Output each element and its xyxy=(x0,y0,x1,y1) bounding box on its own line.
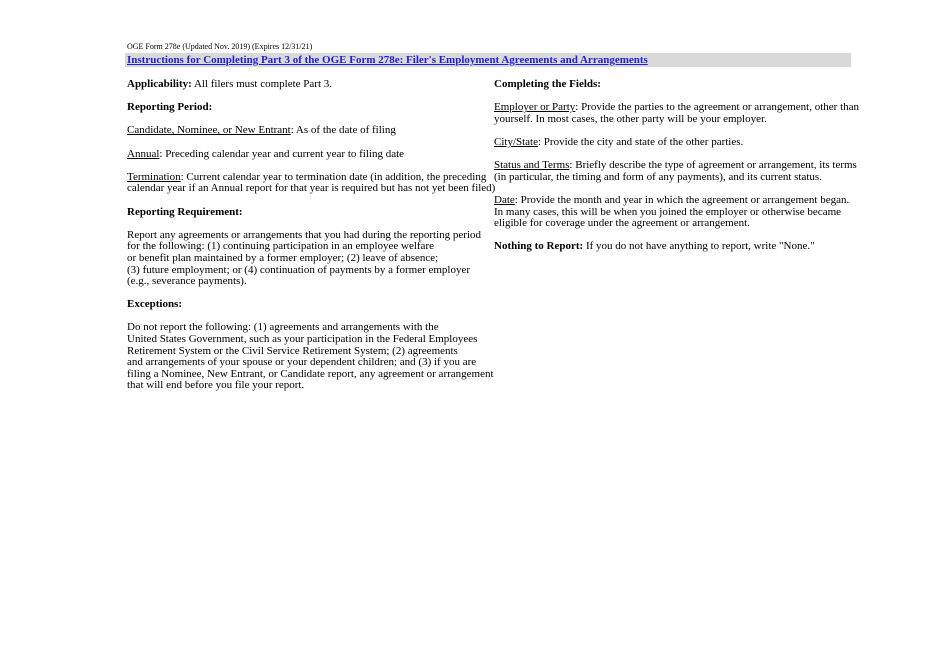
termination-line-2: calendar year if an Annual report for that year is required but has not yet been filed) xyxy=(127,182,496,195)
status-label: Status and Terms xyxy=(494,159,570,172)
reporting-period-heading-text: Reporting Period: xyxy=(127,101,213,114)
requirement-line: (3) future employment; or (4) continuation of payments by a former employer xyxy=(127,263,471,276)
city-label: City/State xyxy=(494,135,538,148)
nothing-to-report-text: If you do not have anything to report, write "None." xyxy=(583,240,815,253)
city-text: : Provide the city and state of the other parties. xyxy=(538,135,744,148)
nothing-to-report-label: Nothing to Report: xyxy=(494,240,584,253)
candidate-label: Candidate, Nominee, or New Entrant xyxy=(127,124,291,137)
termination-text-1: : Current calendar year to termination date (in addition, the preceding xyxy=(180,170,487,183)
city-paragraph xyxy=(494,137,850,149)
employer-line-2: yourself. In most cases, the other party will be your employer. xyxy=(494,112,767,125)
right-column xyxy=(494,78,860,265)
employer-text-1: : Provide the parties to the agreement or arrangement, other than xyxy=(575,101,860,114)
reporting-period-heading xyxy=(127,102,487,114)
left-column xyxy=(127,78,496,404)
exceptions-line: and arrangements of your spouse or your dependent children; and (3) if you are xyxy=(127,356,477,369)
status-line-1 xyxy=(494,159,857,172)
applicability-paragraph xyxy=(127,79,487,91)
title-bar xyxy=(125,53,851,67)
status-line-2: (in particular, the timing and form of any payments), and its current status. xyxy=(494,170,822,183)
exceptions-line: United States Government, such as your participation in the Federal Employees xyxy=(127,333,478,346)
date-line-1 xyxy=(494,195,850,207)
reporting-requirement-heading xyxy=(127,207,487,219)
exceptions-line: filing a Nominee, New Entrant, or Candidate report, any agreement or arrangement xyxy=(127,367,494,380)
requirement-line: or benefit plan maintained by a former employer; (2) leave of absence; xyxy=(127,251,439,264)
exceptions-heading xyxy=(127,299,487,311)
status-paragraph xyxy=(494,159,857,183)
date-line-3: eligible for coverage under the agreement or arrangement. xyxy=(494,217,750,230)
date-label: Date xyxy=(494,193,515,206)
instructions-title-link[interactable]: Instructions for Completing Part 3 of the OGE Form 278e: Filer's Employment Agreements and Arrangements xyxy=(127,54,648,66)
date-text-1: : Provide the month and year in which the agreement or arrangement began. xyxy=(514,193,850,206)
applicability-text: All filers must complete Part 3. xyxy=(191,78,333,90)
annual-paragraph xyxy=(127,149,487,161)
completing-fields-heading-text: Completing the Fields: xyxy=(494,78,601,90)
completing-fields-heading xyxy=(494,79,850,91)
exceptions-line: Do not report the following: (1) agreements and arrangements with the xyxy=(127,321,439,334)
requirement-line: (e.g., severance payments). xyxy=(127,275,247,288)
annual-text: : Preceding calendar year and current year to filing date xyxy=(159,147,405,160)
employer-label: Employer or Party xyxy=(494,101,576,114)
employer-paragraph xyxy=(494,101,860,125)
reporting-requirement-heading-text: Reporting Requirement: xyxy=(127,205,243,218)
termination-paragraph xyxy=(127,170,496,195)
candidate-text: : As of the date of filing xyxy=(290,124,396,137)
applicability-label: Applicability: xyxy=(127,78,192,90)
requirement-line: Report any agreements or arrangements that you had during the reporting period xyxy=(127,228,482,241)
exceptions-line: Retirement System or the Civil Service Retirement System; (2) agreements xyxy=(127,344,458,357)
candidate-paragraph xyxy=(127,125,487,137)
termination-label: Termination xyxy=(127,170,181,183)
exceptions-heading-text: Exceptions: xyxy=(127,298,182,311)
requirement-line: for the following: (1) continuing participation in an employee welfare xyxy=(127,240,434,253)
annual-label: Annual xyxy=(127,147,160,160)
nothing-to-report-paragraph xyxy=(494,241,850,253)
status-text-1: : Briefly describe the type of agreement or arrangement, its terms xyxy=(569,159,857,172)
exceptions-paragraph xyxy=(127,321,494,392)
form-identifier: OGE Form 278e (Updated Nov. 2019) (Expires 12/31/21) xyxy=(127,42,313,51)
exceptions-line: that will end before you file your report. xyxy=(127,379,305,392)
date-paragraph xyxy=(494,195,850,230)
reporting-requirement-paragraph xyxy=(127,230,487,288)
date-line-2: In many cases, this will be when you joined the employer or otherwise became xyxy=(494,205,842,218)
